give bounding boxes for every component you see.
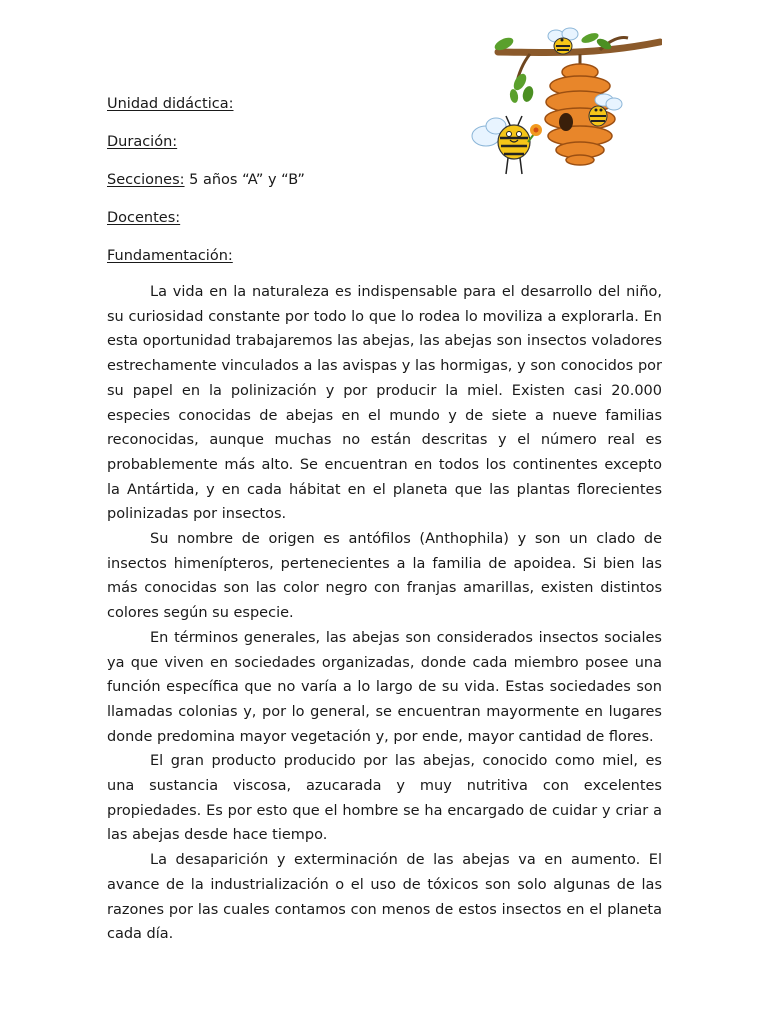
beehive-illustration (470, 24, 662, 180)
paragraph: La vida en la naturaleza es indispensable para el desarrollo del niño, su curiosidad constante por todo lo que lo rodea lo moviliza a explorarla. En esta oportunidad trabajaremos las abejas, las abejas son insectos voladores estrechamente vinculados a las avispas y las hormigas, y son conocidos por su papel en la polinización y por producir la miel. Existen casi 20.000 especies conocidas de abejas en el mundo y de siete a nueve familias reconocidas, aunque muchas no están descritas y el número real es probablemente más alto. Se encuentran en todos los continentes excepto la Antártida, y en cada hábitat en el planeta que las plantas florecientes polinizadas por insectos. (107, 284, 662, 523)
duracion-field (107, 132, 177, 152)
secciones-value: 5 años “A” y “B” (189, 172, 305, 188)
unidad-field (107, 94, 234, 114)
docentes-label: Docentes: (107, 210, 181, 226)
fundamentacion-label: Fundamentación: (107, 248, 233, 264)
bee-with-flower-icon (472, 116, 542, 174)
paragraph: La desaparición y exterminación de las abejas va en aumento. El avance de la industrialización o el uso de tóxicos son solo algunas de las razones por las cuales contamos con menos de estos insectos en el planeta cada día. (107, 852, 662, 943)
docentes-field (107, 208, 180, 228)
secciones-label: Secciones: (107, 172, 185, 188)
duracion-label: Duración: (107, 134, 178, 150)
unidad-label: Unidad didáctica: (107, 96, 234, 112)
secciones-field (107, 170, 305, 190)
body-text (107, 280, 662, 947)
paragraph: En términos generales, las abejas son considerados insectos sociales ya que viven en sociedades organizadas, donde cada miembro posee una función específica que no varía a lo largo de su vida. Estas sociedades son llamadas colonias y, por lo general, se encuentran mayormente en lugares donde predomina mayor vegetación y, por ende, mayor cantidad de flores. (107, 629, 662, 745)
paragraph: El gran producto producido por las abejas, conocido como miel, es una sustancia viscosa, azucarada y muy nutritiva con excelentes propiedades. Es por esto que el hombre se ha encargado de cuidar y criar a las abejas desde hace tiempo. (107, 753, 662, 844)
paragraph: Su nombre de origen es antófilos (Anthophila) y son un clado de insectos himenípteros, pertenecientes a la familia de apoidea. Si bien las más conocidas son las color negro con franjas amarillas, existen distintos colores según su especie. (107, 531, 662, 622)
fundamentacion-field (107, 246, 233, 266)
